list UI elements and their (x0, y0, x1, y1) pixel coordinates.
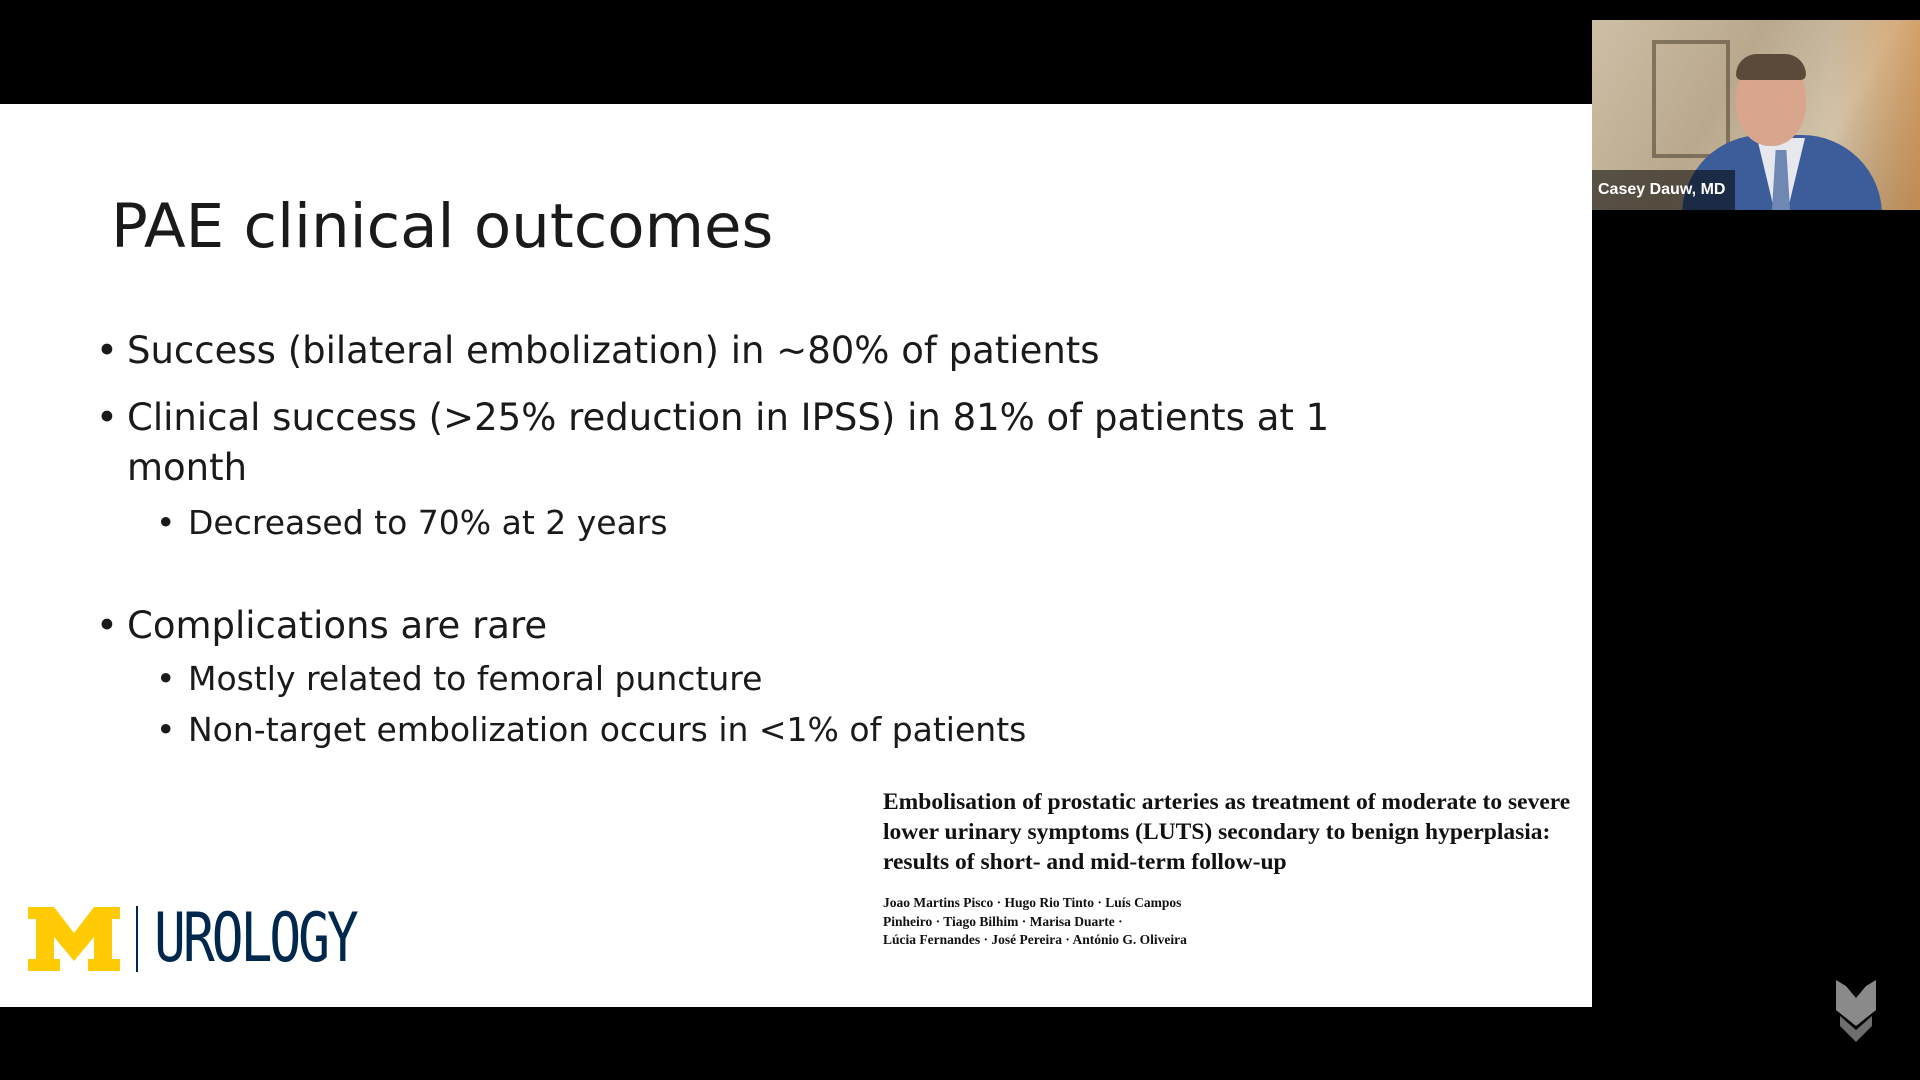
urology-logo (28, 899, 413, 978)
bullet-list (96, 326, 1356, 754)
bullet-item: • Clinical success (>25% reduction in IPSS) in 81% of patients at 1 month (96, 393, 1356, 493)
background-shelf (1652, 40, 1730, 158)
author-line: Pinheiro · Tiago Bilhim · Marisa Duarte · (883, 913, 1123, 929)
chevron-shield-icon (1836, 980, 1876, 1042)
bullet-item: • Complications are rare (96, 601, 1356, 651)
sub-bullet-item: • Non-target embolization occurs in <1% of patients (96, 706, 1356, 754)
presentation-slide (0, 104, 1592, 1007)
bullet-item: • Success (bilateral embolization) in ~80% of patients (96, 326, 1356, 376)
presenter-webcam[interactable] (1592, 20, 1920, 210)
michigan-block-m-icon (28, 907, 120, 971)
logo-divider (136, 906, 138, 972)
presenter-name-label: Casey Dauw, MD (1592, 170, 1735, 210)
sub-bullet-item: • Decreased to 70% at 2 years (96, 499, 1356, 547)
logo-text: UROLOGY (154, 899, 356, 978)
slide-title: PAE clinical outcomes (111, 191, 774, 262)
citation-block (883, 787, 1583, 950)
presenter-hair (1736, 54, 1806, 80)
sub-bullet-item: • Mostly related to femoral puncture (96, 655, 1356, 703)
citation-title: Embolisation of prostatic arteries as treatment of moderate to severe lower urinary symptoms (LUTS) secondary to benign hyperplasia: results of short- and mid-term follow-up (883, 789, 1571, 875)
author-line: Joao Martins Pisco · Hugo Rio Tinto · Luís Campos (883, 895, 1182, 910)
author-line: Lúcia Fernandes · José Pereira · António G. Oliveira (883, 932, 1187, 947)
citation-authors (883, 894, 1583, 950)
